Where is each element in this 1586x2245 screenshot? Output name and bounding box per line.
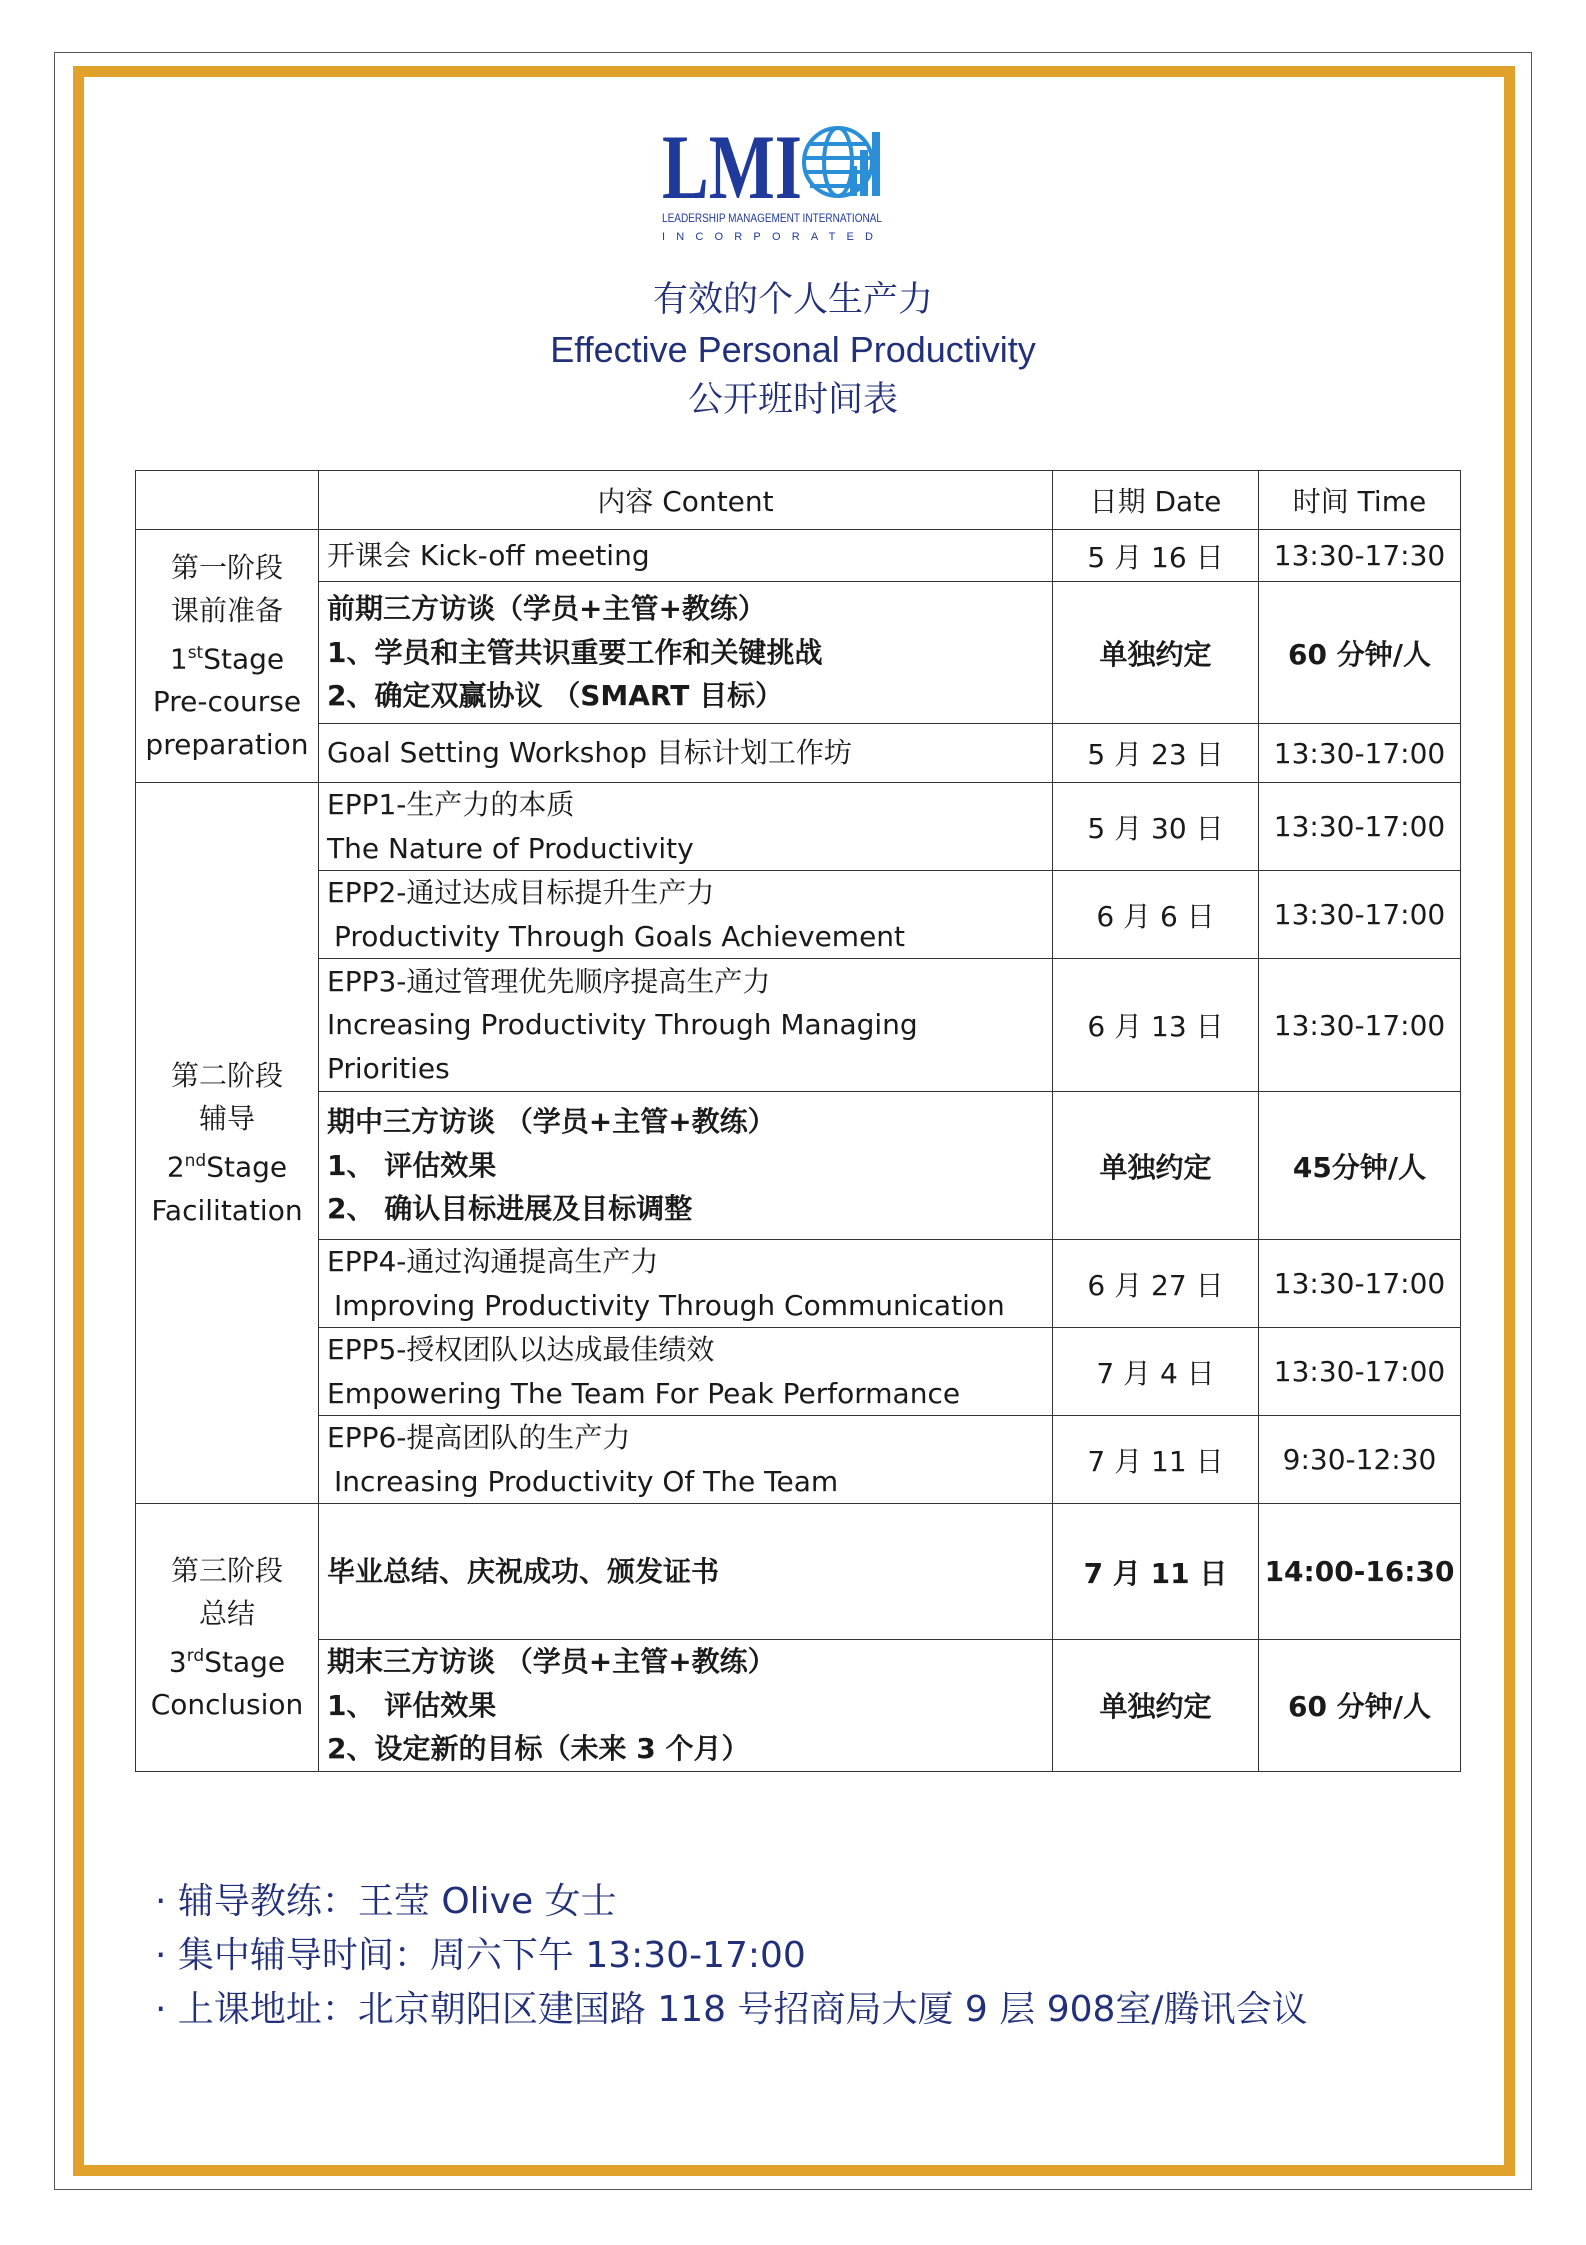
row-date: 6 月 27 日 [1053, 1240, 1259, 1328]
table-row [136, 1092, 1461, 1240]
table-row [136, 783, 1461, 871]
row-time: 60 分钟/人 [1259, 1640, 1461, 1772]
table-row [136, 530, 1461, 582]
stage-1-zh2: 课前准备 [170, 593, 283, 627]
row-content: 期末三方访谈 （学员+主管+教练） 1、 评估效果 2、设定新的目标（未来 3 个月） [319, 1640, 1053, 1772]
header-stage [136, 471, 319, 530]
row-time: 45分钟/人 [1259, 1092, 1461, 1240]
stage-3-zh2: 总结 [198, 1596, 255, 1630]
table-row [136, 1240, 1461, 1328]
row-time: 13:30-17:00 [1259, 783, 1461, 871]
stage-2-zh2: 辅导 [198, 1102, 255, 1136]
stage-3-cell [136, 1504, 319, 1772]
table-row [136, 1416, 1461, 1504]
row-time: 13:30-17:00 [1259, 1240, 1461, 1328]
notes [155, 1875, 1308, 2037]
logo-line1: LEADERSHIP MANAGEMENT INTERNATIONAL [662, 211, 883, 225]
row-content: EPP6-提高团队的生产力 Increasing Productivity Of The Team [319, 1416, 1053, 1504]
stage-2-en2: Facilitation [151, 1193, 303, 1227]
header-content: 内容 Content [319, 471, 1053, 530]
row-time: 60 分钟/人 [1259, 582, 1461, 724]
row-content: EPP2-通过达成目标提升生产力 Productivity Through Goals Achievement [319, 871, 1053, 959]
stage-2-cell [136, 783, 319, 1504]
row-content: EPP1-生产力的本质 The Nature of Productivity [319, 783, 1053, 871]
stage-1-en: 1stStage [169, 642, 285, 676]
stage-1-en3: preparation [145, 728, 309, 762]
note-coach: · 辅导教练：王莹 Olive 女士 [155, 1881, 617, 1922]
table-row [136, 1504, 1461, 1640]
row-date: 6 月 6 日 [1053, 871, 1259, 959]
header-time: 时间 Time [1259, 471, 1461, 530]
logo-letters: LMI [662, 116, 802, 218]
schedule-table [135, 470, 1461, 1772]
row-date: 5 月 16 日 [1053, 530, 1259, 582]
row-content: EPP4-通过沟通提高生产力 Improving Productivity Through Communication [319, 1240, 1053, 1328]
title-en: Effective Personal Productivity [550, 329, 1036, 370]
row-content: Goal Setting Workshop 目标计划工作坊 [319, 724, 1053, 783]
row-time: 13:30-17:30 [1259, 530, 1461, 582]
row-content: EPP5-授权团队以达成最佳绩效 Empowering The Team For Peak Performance [319, 1328, 1053, 1416]
row-content: 期中三方访谈 （学员+主管+教练） 1、 评估效果 2、 确认目标进展及目标调整 [319, 1092, 1053, 1240]
logo-line2: INCORPORATED [662, 231, 882, 243]
row-date: 5 月 30 日 [1053, 783, 1259, 871]
row-content: 前期三方访谈（学员+主管+教练） 1、学员和主管共识重要工作和关键挑战 2、确定双赢协议 （SMART 目标） [319, 582, 1053, 724]
table-row [136, 959, 1461, 1092]
lmi-logo [660, 110, 894, 250]
table-row [136, 1328, 1461, 1416]
stage-3-zh: 第三阶段 [170, 1553, 283, 1587]
note-time: · 集中辅导时间：周六下午 13:30-17:00 [155, 1935, 806, 1976]
row-date: 6 月 13 日 [1053, 959, 1259, 1092]
title-zh: 有效的个人生产力 [652, 280, 933, 320]
row-date: 7 月 11 日 [1053, 1416, 1259, 1504]
row-date: 单独约定 [1053, 582, 1259, 724]
row-date: 5 月 23 日 [1053, 724, 1259, 783]
row-date: 7 月 11 日 [1053, 1504, 1259, 1640]
stage-1-en2: Pre-course [152, 685, 302, 719]
row-time: 13:30-17:00 [1259, 871, 1461, 959]
row-time: 14:00-16:30 [1259, 1504, 1461, 1640]
stage-1-zh: 第一阶段 [170, 550, 283, 584]
row-time: 13:30-17:00 [1259, 959, 1461, 1092]
title-block [0, 275, 1586, 425]
row-content: 开课会 Kick-off meeting [319, 530, 1053, 582]
stage-3-en2: Conclusion [150, 1687, 304, 1721]
note-address: · 上课地址：北京朝阳区建国路 118 号招商局大厦 9 层 908室/腾讯会议 [155, 1989, 1308, 2030]
table-header-row [136, 471, 1461, 530]
stage-2-zh: 第二阶段 [170, 1059, 283, 1093]
stage-1-cell [136, 530, 319, 783]
header-date: 日期 Date [1053, 471, 1259, 530]
row-content: EPP3-通过管理优先顺序提高生产力 Increasing Productivity Through Managing Priorities [319, 959, 1053, 1092]
stage-2-en: 2ndStage [166, 1150, 288, 1184]
title-sub: 公开班时间表 [687, 380, 898, 420]
row-time: 13:30-17:00 [1259, 724, 1461, 783]
row-date: 单独约定 [1053, 1640, 1259, 1772]
row-time: 13:30-17:00 [1259, 1328, 1461, 1416]
row-date: 单独约定 [1053, 1092, 1259, 1240]
table-row [136, 724, 1461, 783]
stage-3-en: 3rdStage [168, 1644, 286, 1678]
row-time: 9:30-12:30 [1259, 1416, 1461, 1504]
table-row [136, 582, 1461, 724]
table-row [136, 871, 1461, 959]
table-row [136, 1640, 1461, 1772]
row-content: 毕业总结、庆祝成功、颁发证书 [319, 1504, 1053, 1640]
row-date: 7 月 4 日 [1053, 1328, 1259, 1416]
globe-icon [804, 128, 880, 196]
